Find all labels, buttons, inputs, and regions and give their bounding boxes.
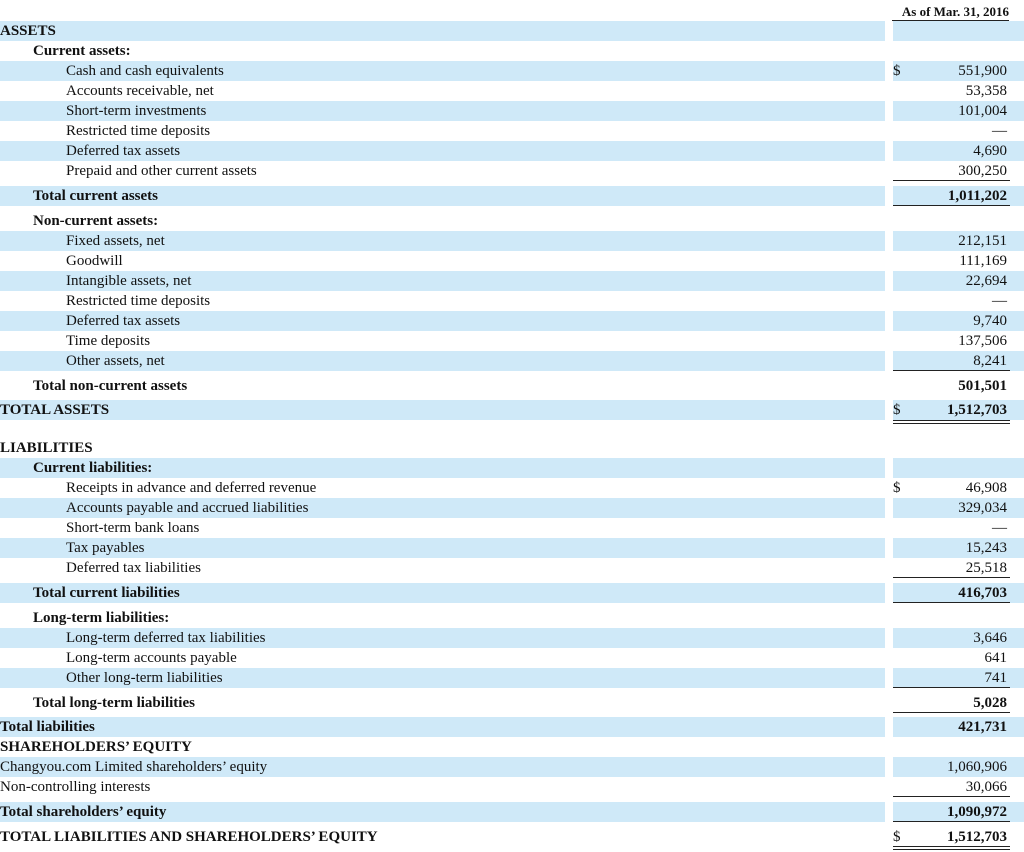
row-label: ASSETS [0, 23, 56, 39]
row-label: SHAREHOLDERS’ EQUITY [0, 739, 192, 755]
column-gap [885, 802, 893, 822]
row-value: 1,512,703 [947, 829, 1007, 845]
column-gap [885, 311, 893, 331]
subsection-heading [0, 458, 1024, 478]
row-value: 25,518 [965, 560, 1007, 576]
column-gap [885, 538, 893, 558]
row-value: 329,034 [958, 500, 1007, 516]
row-value: 3,646 [973, 630, 1007, 646]
line-item [0, 757, 1024, 777]
row-value: 300,250 [958, 163, 1007, 179]
row-label: Long-term accounts payable [66, 650, 237, 666]
line-item [0, 478, 1024, 498]
row-value: 30,066 [965, 779, 1007, 795]
currency-symbol: $ [893, 829, 901, 845]
row-value: 212,151 [958, 233, 1007, 249]
row-label: Total liabilities [0, 719, 95, 735]
double-underline [893, 420, 1010, 424]
line-item [0, 251, 1024, 271]
currency-symbol: $ [893, 63, 901, 79]
double-underline [893, 846, 1010, 850]
single-underline [893, 205, 1010, 206]
column-gap [885, 61, 893, 81]
subsection-heading [0, 608, 1024, 628]
column-gap [885, 717, 893, 737]
row-value: 8,241 [973, 353, 1007, 369]
row-label: Short-term bank loans [66, 520, 200, 536]
row-value: 9,740 [973, 313, 1007, 329]
row-label: Non-controlling interests [0, 779, 151, 795]
line-item [0, 331, 1024, 351]
row-value: 46,908 [965, 480, 1007, 496]
column-gap [885, 668, 893, 688]
row-value: 641 [984, 650, 1007, 666]
row-value: — [992, 293, 1007, 309]
currency-symbol: $ [893, 480, 901, 496]
row-label: Cash and cash equivalents [66, 63, 224, 79]
column-gap [885, 583, 893, 603]
row-label: Total shareholders’ equity [0, 804, 167, 820]
row-value: 53,358 [965, 83, 1007, 99]
subtotal-row [0, 583, 1024, 603]
row-label: Intangible assets, net [66, 273, 192, 289]
single-underline [893, 712, 1010, 713]
row-label: Goodwill [66, 253, 123, 269]
column-header [0, 0, 1024, 20]
row-label: TOTAL LIABILITIES AND SHAREHOLDERS’ EQUITY [0, 829, 378, 845]
row-label: LIABILITIES [0, 440, 93, 456]
single-underline [893, 796, 1010, 797]
column-gap [885, 186, 893, 206]
column-gap [885, 400, 893, 420]
line-item [0, 518, 1024, 538]
line-item [0, 498, 1024, 518]
row-label: Tax payables [66, 540, 145, 556]
column-gap [885, 271, 893, 291]
row-label: Total long-term liabilities [33, 695, 195, 711]
row-label: Long-term liabilities: [33, 610, 170, 626]
column-gap [885, 498, 893, 518]
row-value: 4,690 [973, 143, 1007, 159]
line-item [0, 291, 1024, 311]
single-underline [893, 180, 1010, 181]
line-item [0, 271, 1024, 291]
row-label: Receipts in advance and deferred revenue [66, 480, 317, 496]
row-value: 741 [984, 670, 1007, 686]
column-gap [885, 231, 893, 251]
currency-symbol: $ [893, 402, 901, 418]
row-value: — [992, 520, 1007, 536]
subsection-heading [0, 41, 1024, 61]
column-gap [885, 757, 893, 777]
line-item [0, 311, 1024, 331]
grand-total-row [0, 827, 1024, 847]
row-label: Accounts receivable, net [66, 83, 214, 99]
row-label: Time deposits [66, 333, 151, 349]
row-label: Short-term investments [66, 103, 207, 119]
column-gap [885, 141, 893, 161]
row-label: Total current assets [33, 188, 158, 204]
single-underline [893, 602, 1010, 603]
row-label: Non-current assets: [33, 213, 159, 229]
row-value: 1,011,202 [947, 188, 1007, 204]
line-item [0, 351, 1024, 371]
row-label: Prepaid and other current assets [66, 163, 257, 179]
row-label: Other assets, net [66, 353, 165, 369]
row-value: 421,731 [958, 719, 1007, 735]
subtotal-row [0, 376, 1024, 396]
row-label: TOTAL ASSETS [0, 402, 110, 418]
line-item [0, 558, 1024, 578]
line-item [0, 161, 1024, 181]
row-value: 1,090,972 [947, 804, 1007, 820]
total-liabilities-row [0, 717, 1024, 737]
row-value: 416,703 [958, 585, 1007, 601]
line-item [0, 121, 1024, 141]
subtotal-row [0, 693, 1024, 713]
line-item [0, 628, 1024, 648]
line-item [0, 141, 1024, 161]
row-label: Current assets: [33, 43, 131, 59]
row-value: 1,512,703 [947, 402, 1007, 418]
single-underline [893, 370, 1010, 371]
single-underline [893, 687, 1010, 688]
line-item [0, 81, 1024, 101]
row-value: 111,169 [959, 253, 1007, 269]
row-label: Changyou.com Limited shareholders’ equity [0, 759, 268, 775]
row-label: Deferred tax assets [66, 313, 181, 329]
row-label: Accounts payable and accrued liabilities [66, 500, 309, 516]
line-item [0, 538, 1024, 558]
single-underline [893, 821, 1010, 822]
subtotal-row [0, 802, 1024, 822]
row-value: 101,004 [958, 103, 1007, 119]
row-label: Fixed assets, net [66, 233, 165, 249]
row-label: Other long-term liabilities [66, 670, 223, 686]
row-label: Total current liabilities [33, 585, 180, 601]
date-column-label: As of Mar. 31, 2016 [901, 4, 1009, 19]
row-label: Total non-current assets [33, 378, 188, 394]
line-item [0, 777, 1024, 797]
grand-total-row [0, 400, 1024, 420]
column-gap [885, 458, 893, 478]
row-label: Restricted time deposits [66, 123, 211, 139]
row-value: 137,506 [958, 333, 1007, 349]
subtotal-row [0, 186, 1024, 206]
single-underline [893, 577, 1010, 578]
section-heading-liabilities [0, 438, 1024, 458]
row-label: Long-term deferred tax liabilities [66, 630, 266, 646]
row-value: 1,060,906 [947, 759, 1007, 775]
column-gap [885, 351, 893, 371]
row-value: 22,694 [965, 273, 1007, 289]
row-value: 501,501 [958, 378, 1007, 394]
line-item [0, 668, 1024, 688]
section-heading-assets [0, 21, 1024, 41]
row-label: Deferred tax assets [66, 143, 181, 159]
row-label: Restricted time deposits [66, 293, 211, 309]
row-value: — [992, 123, 1007, 139]
line-item [0, 231, 1024, 251]
row-label: Deferred tax liabilities [66, 560, 201, 576]
column-gap [885, 21, 893, 41]
column-gap [885, 628, 893, 648]
line-item [0, 61, 1024, 81]
line-item [0, 648, 1024, 668]
row-label: Current liabilities: [33, 460, 153, 476]
section-heading-equity [0, 737, 1024, 757]
row-value: 15,243 [965, 540, 1007, 556]
line-item [0, 101, 1024, 121]
subsection-heading [0, 211, 1024, 231]
row-value: 5,028 [973, 695, 1007, 711]
column-gap [885, 101, 893, 121]
row-value: 551,900 [958, 63, 1007, 79]
